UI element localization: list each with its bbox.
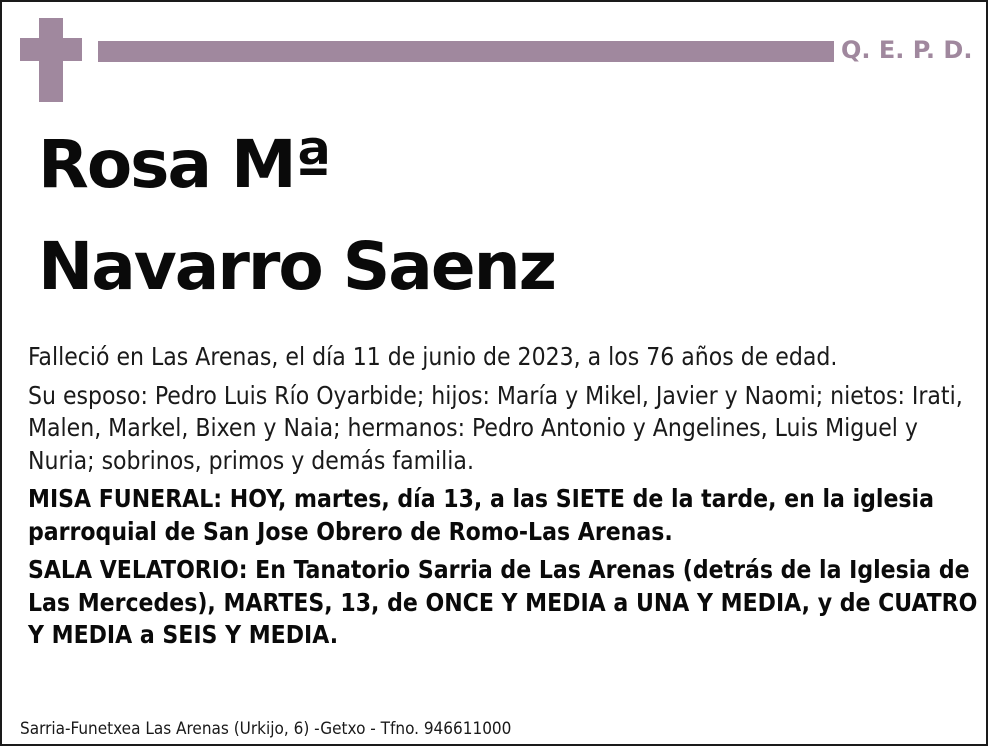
funeral-home-footer: Sarria-Funetxea Las Arenas (Urkijo, 6) -Getxo - Tfno. 946611000 xyxy=(20,719,512,739)
header-bar xyxy=(98,41,834,62)
funeral-paragraph: MISA FUNERAL: HOY, martes, día 13, a las SIETE de la tarde, en la iglesia parroquial de San Jose Obrero de Romo-Las Arenas. xyxy=(28,484,934,546)
death-paragraph: Falleció en Las Arenas, el día 11 de junio de 2023, a los 76 años de edad. xyxy=(28,342,838,371)
notice-body xyxy=(28,341,983,658)
wake-paragraph: SALA VELATORIO: En Tanatorio Sarria de Las Arenas (detrás de la Iglesia de Las Mercedes), MARTES, 13, de ONCE Y MEDIA a UNA Y MEDIA, y de CUATRO Y MEDIA a SEIS Y MEDIA. xyxy=(28,555,978,649)
name-second-line: Navarro Saenz xyxy=(38,228,555,305)
deceased-name xyxy=(38,114,555,318)
cross-icon-arm xyxy=(20,38,82,61)
family-paragraph: Su esposo: Pedro Luis Río Oyarbide; hijos: María y Mikel, Javier y Naomi; nietos: Irati, Malen, Markel, Bixen y Naia; hermanos: Pedro Antonio y Angelines, Luis Miguel y Nuria; sobrinos, primos y demás familia. xyxy=(28,380,963,475)
qepd-label: Q. E. P. D. xyxy=(841,36,973,64)
name-first-line: Rosa Mª xyxy=(38,126,330,203)
